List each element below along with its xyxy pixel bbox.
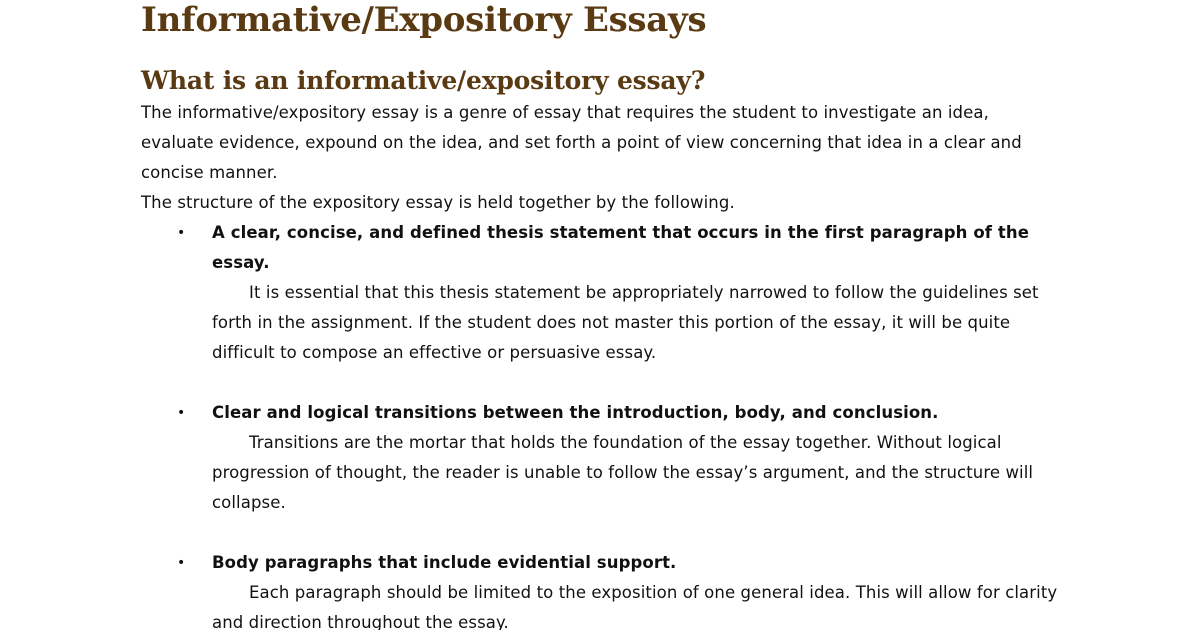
point-body: It is essential that this thesis statement be appropriately narrowed to follow the guidelines set forth in the assignment. If the student does not master this portion of the essay, it will be quite difficult to compose an effective or persuasive essay. (212, 283, 1039, 362)
bullet-icon: • (177, 555, 186, 571)
document-content (141, 0, 1061, 630)
point-heading: Clear and logical transitions between the introduction, body, and conclusion. (212, 403, 939, 422)
point-body: Transitions are the mortar that holds the foundation of the essay together. Without logical progression of thought, the reader is unable to follow the essay’s argument, and the structure will collapse. (212, 433, 1034, 512)
intro-paragraph: The informative/expository essay is a genre of essay that requires the student to investigate an idea, evaluate evidence, expound on the idea, and set forth a point of view concerning that idea in a clear and concise manner. (141, 103, 1022, 182)
document-title: Informative/Expository Essays (141, 0, 707, 40)
list-item (141, 218, 1061, 368)
section-heading: What is an informative/expository essay? (141, 66, 706, 95)
list-item (141, 548, 1061, 630)
bullet-icon: • (177, 225, 186, 241)
list-item (141, 398, 1061, 518)
bullet-icon: • (177, 405, 186, 421)
point-heading: Body paragraphs that include evidential support. (212, 553, 677, 572)
point-heading: A clear, concise, and defined thesis statement that occurs in the first paragraph of the essay. (212, 223, 1030, 272)
structure-points-list (141, 218, 1061, 630)
point-body: Each paragraph should be limited to the exposition of one general idea. This will allow for clarity and direction throughout the essay. (212, 583, 1058, 630)
structure-lead-paragraph: The structure of the expository essay is held together by the following. (141, 193, 735, 212)
